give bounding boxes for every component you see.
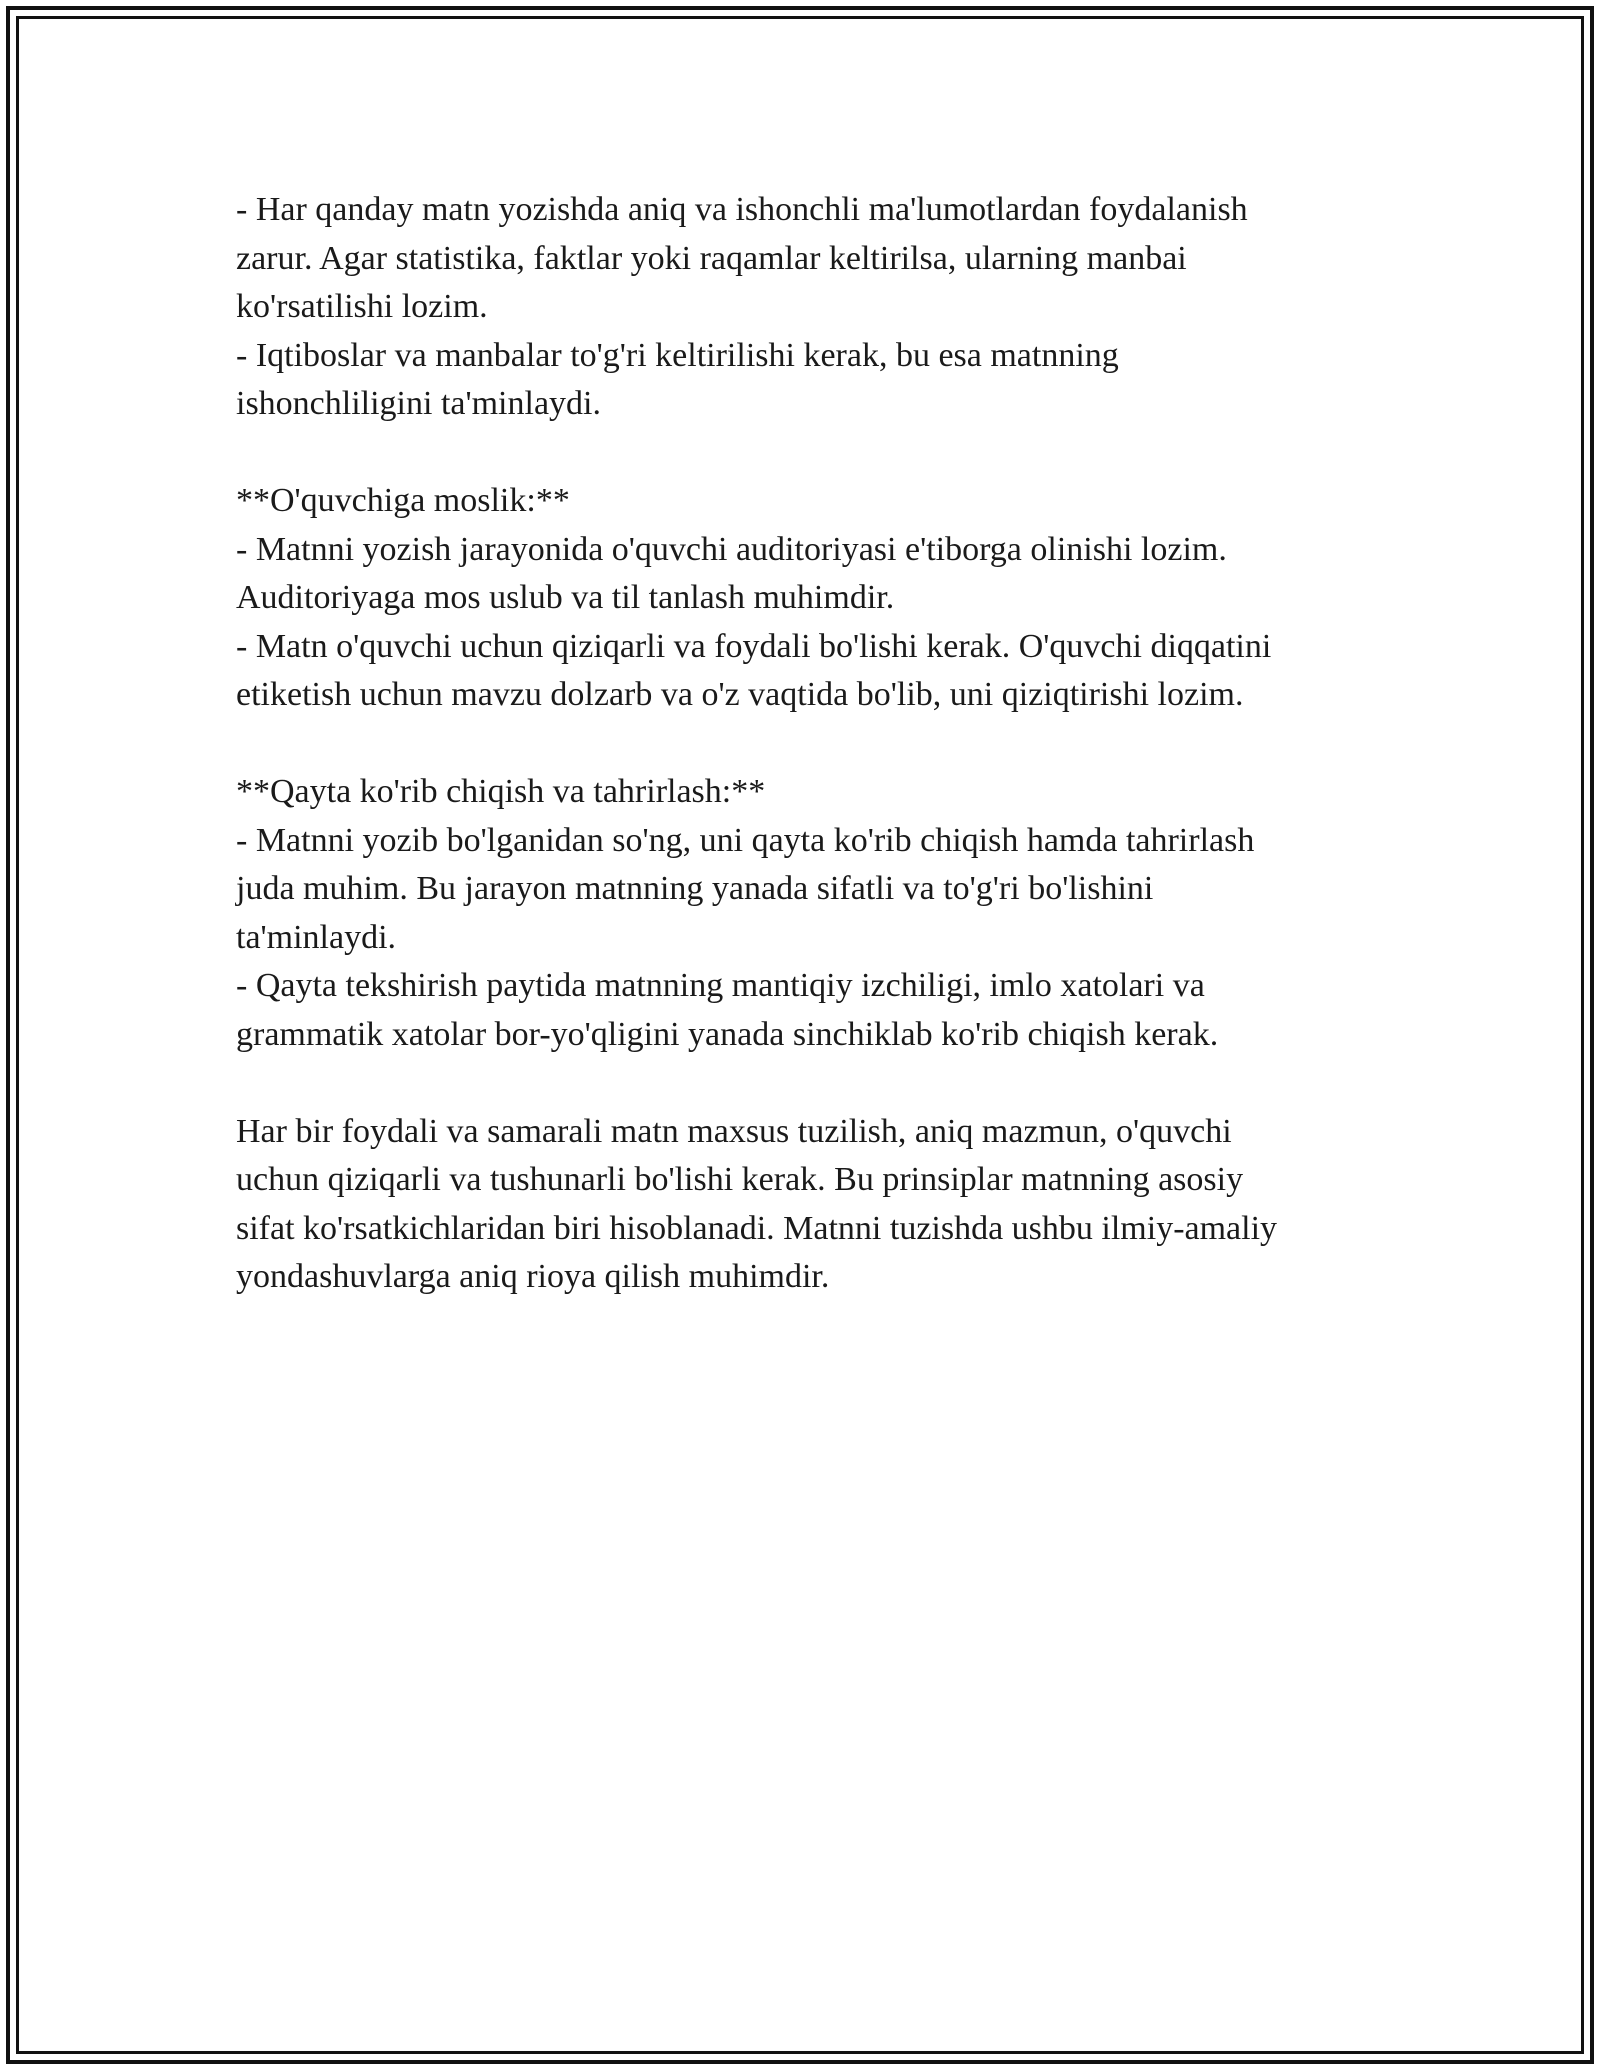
paragraph-spacer [236, 720, 1366, 769]
document-body [236, 186, 1366, 1302]
section-heading-reader-fit: **O'quvchiga moslik:** [236, 482, 570, 519]
paragraph-spacer [236, 429, 1366, 478]
paragraph-spacer [236, 1059, 1366, 1108]
paragraph-interest: - Matn o'quvchi uchun qiziqarli va foydali bo'lishi kerak. O'quvchi diqqatini etiketish uchun mavzu dolzarb va o'z vaqtida bo'lib, uni qiziqtirishi lozim. [236, 627, 1272, 713]
section-heading-revision: **Qayta ko'rib chiqish va tahrirlash:** [236, 773, 766, 810]
paragraph-proofreading: - Qayta tekshirish paytida matnning mantiqiy izchiligi, imlo xatolari va grammatik xatolar bor-yo'qligini yanada sinchiklab ko'rib chiqish kerak. [236, 967, 1219, 1053]
paragraph-conclusion: Har bir foydali va samarali matn maxsus tuzilish, aniq mazmun, o'quvchi uchun qiziqarli va tushunarli bo'lishi kerak. Bu prinsiplar matnning asosiy sifat ko'rsatkichlaridan biri hisoblanadi. Matnni tuzishda ushbu ilmiy-amaliy yondashuvlarga aniq rioya qilish muhimdir. [236, 1112, 1278, 1295]
paragraph-audience: - Matnni yozish jarayonida o'quvchi auditoriyasi e'tiborga olinishi lozim. Auditoriyaga mos uslub va til tanlash muhimdir. [236, 530, 1227, 616]
paragraph-citations: - Iqtiboslar va manbalar to'g'ri keltirilishi kerak, bu esa matnning ishonchliligini ta'minlaydi. [236, 336, 1119, 422]
paragraph-review: - Matnni yozib bo'lganidan so'ng, uni qayta ko'rib chiqish hamda tahrirlash juda muhim. Bu jarayon matnning yanada sifatli va to'g'ri bo'lishini ta'minlaydi. [236, 821, 1255, 956]
paragraph-data-accuracy: - Har qanday matn yozishda aniq va ishonchli ma'lumotlardan foydalanish zarur. Agar statistika, faktlar yoki raqamlar keltirilsa, ularning manbai ko'rsatilishi lozim. [236, 191, 1248, 325]
